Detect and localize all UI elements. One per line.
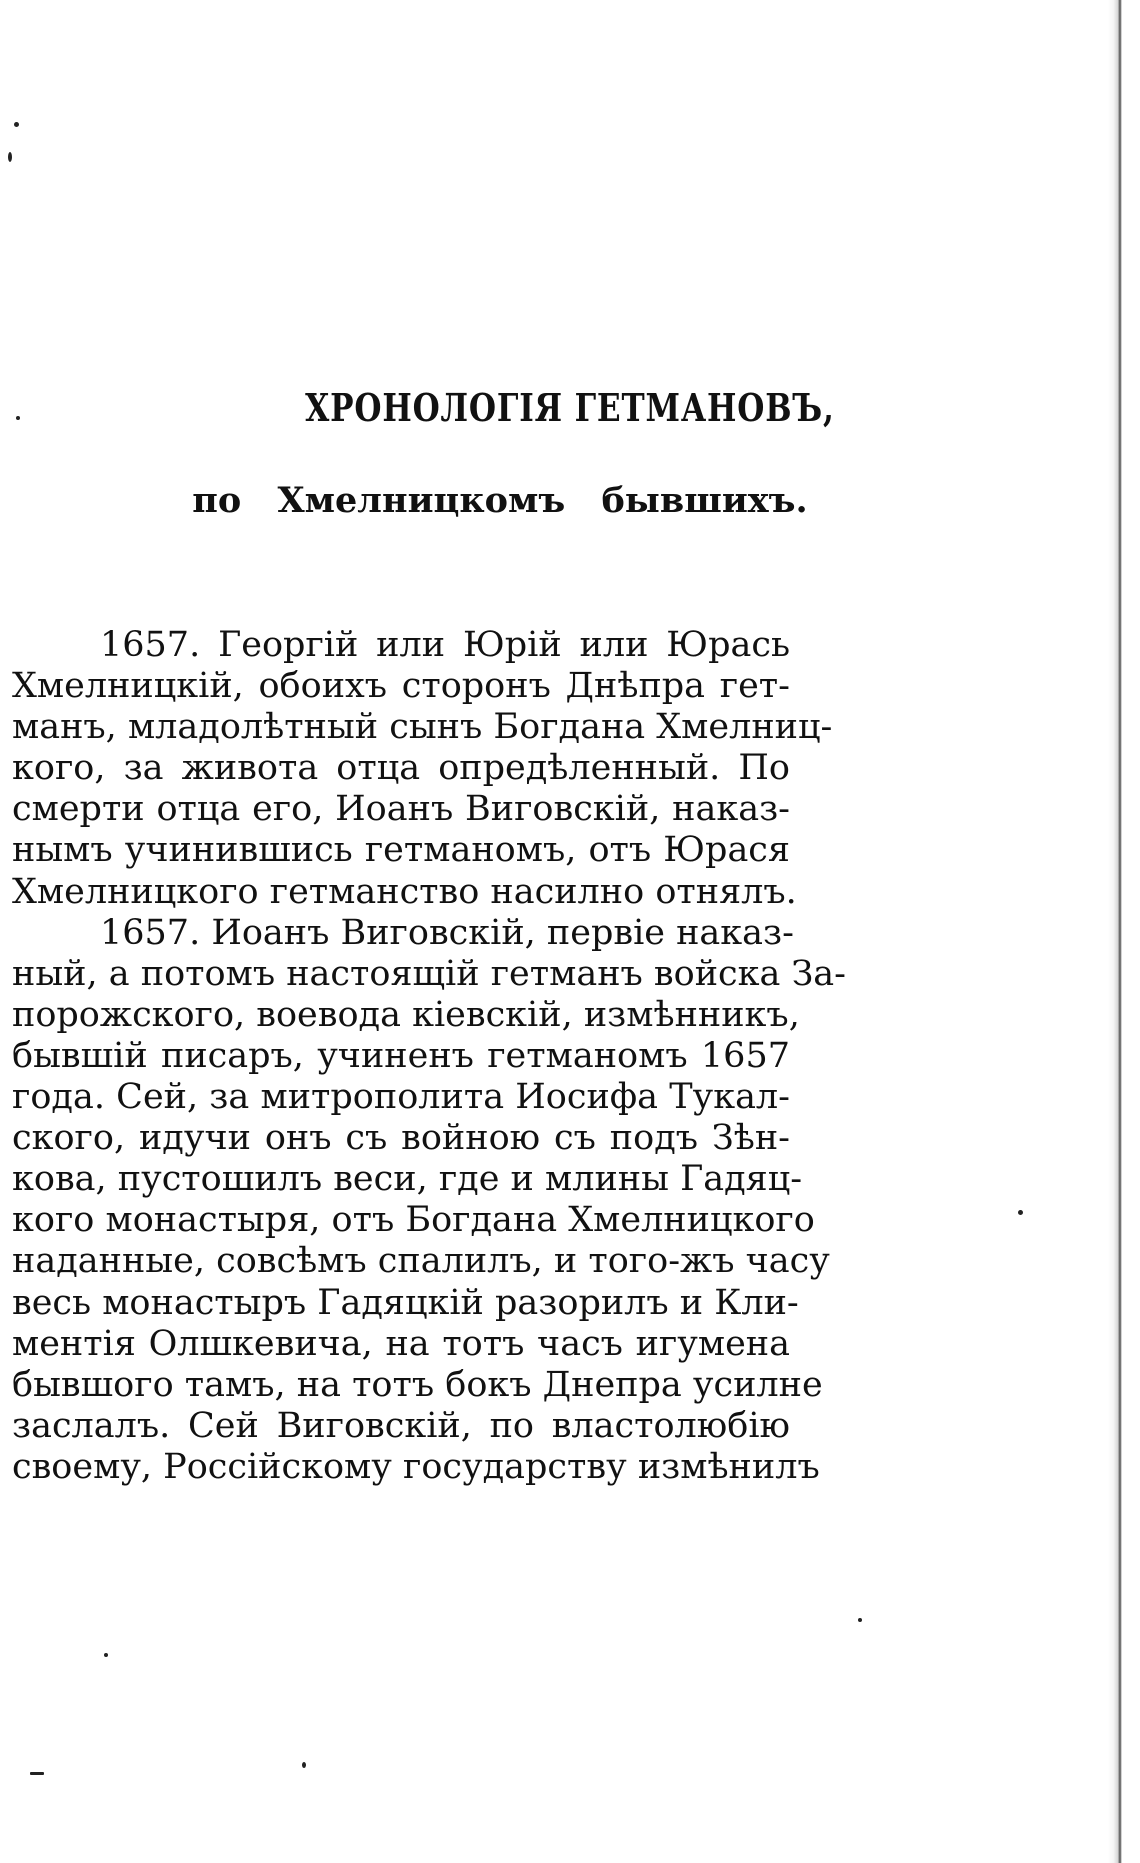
- text-line: смерти отца его, Иоанъ Виговскій, наказ-: [12, 789, 790, 830]
- text-line: Хмелницкій, обоихъ сторонъ Днѣпра гет-: [12, 666, 790, 707]
- text-line: бывшій писаръ, учиненъ гетманомъ 1657: [12, 1035, 790, 1076]
- text-line: весь монастыръ Гадяцкій разорилъ и Кли-: [12, 1282, 799, 1323]
- text-line: ментія Олшкевича, на тотъ часъ игумена: [12, 1323, 790, 1364]
- speck: [302, 1762, 306, 1768]
- text-line: кова, пустошилъ веси, где и млины Гадяц-: [12, 1159, 803, 1200]
- speck: [14, 122, 19, 127]
- subtitle-word: бывшихъ.: [601, 480, 808, 521]
- text-line: манъ, младолѣтный сынъ Богдана Хмелниц-: [12, 707, 833, 748]
- text-line: бывшого тамъ, на тотъ бокъ Днепра усилне: [12, 1364, 823, 1405]
- text-line: наданные, совсѣмъ спалилъ, и того-жъ часу: [12, 1241, 830, 1282]
- subtitle-word: Хмелницкомъ: [277, 480, 566, 521]
- paragraph-ivan-vyhovsky: [12, 912, 847, 1488]
- title-text: ХРОНОЛОГІЯ ГЕТМАНОВЪ,: [305, 385, 835, 430]
- paragraph-yuri-khmelnytsky: [12, 625, 833, 913]
- page-title: [0, 385, 1140, 430]
- text-line: года. Сей, за митрополита Иосифа Тукал-: [12, 1077, 790, 1118]
- speck: [104, 1653, 108, 1657]
- speck: [858, 1618, 862, 1622]
- text-line: порожского, воевода кіевскій, измѣнникъ,: [12, 994, 800, 1035]
- text-line: кого монастыря, отъ Богдана Хмелницкого: [12, 1200, 815, 1241]
- text-line: заслалъ. Сей Виговскій, по властолюбію: [12, 1405, 790, 1446]
- text-line: 1657. Георгій или Юрій или Юрась: [100, 625, 790, 665]
- text-line: ный, а потомъ настоящій гетманъ войска За-: [12, 953, 847, 994]
- speck: [1018, 1210, 1023, 1215]
- text-line: Хмелницкого гетманство насилно отнялъ.: [12, 871, 797, 912]
- page-subtitle: [0, 480, 1070, 521]
- page-edge-shadow: [1108, 0, 1122, 1863]
- text-line: кого, за живота отца опредѣленный. По: [12, 748, 790, 789]
- subtitle-word: по: [192, 480, 242, 521]
- text-line: нымъ учинившись гетманомъ, отъ Юрася: [12, 830, 790, 871]
- text-line: 1657. Иоанъ Виговскій, первіе наказ-: [100, 912, 794, 953]
- speck: [30, 1772, 44, 1775]
- text-line: своему, Россійскому государству измѣнилъ: [12, 1446, 820, 1487]
- text-line: ского, идучи онъ съ войною съ подъ Зѣн-: [12, 1118, 790, 1159]
- body-text: [12, 625, 847, 1488]
- speck: [8, 152, 12, 162]
